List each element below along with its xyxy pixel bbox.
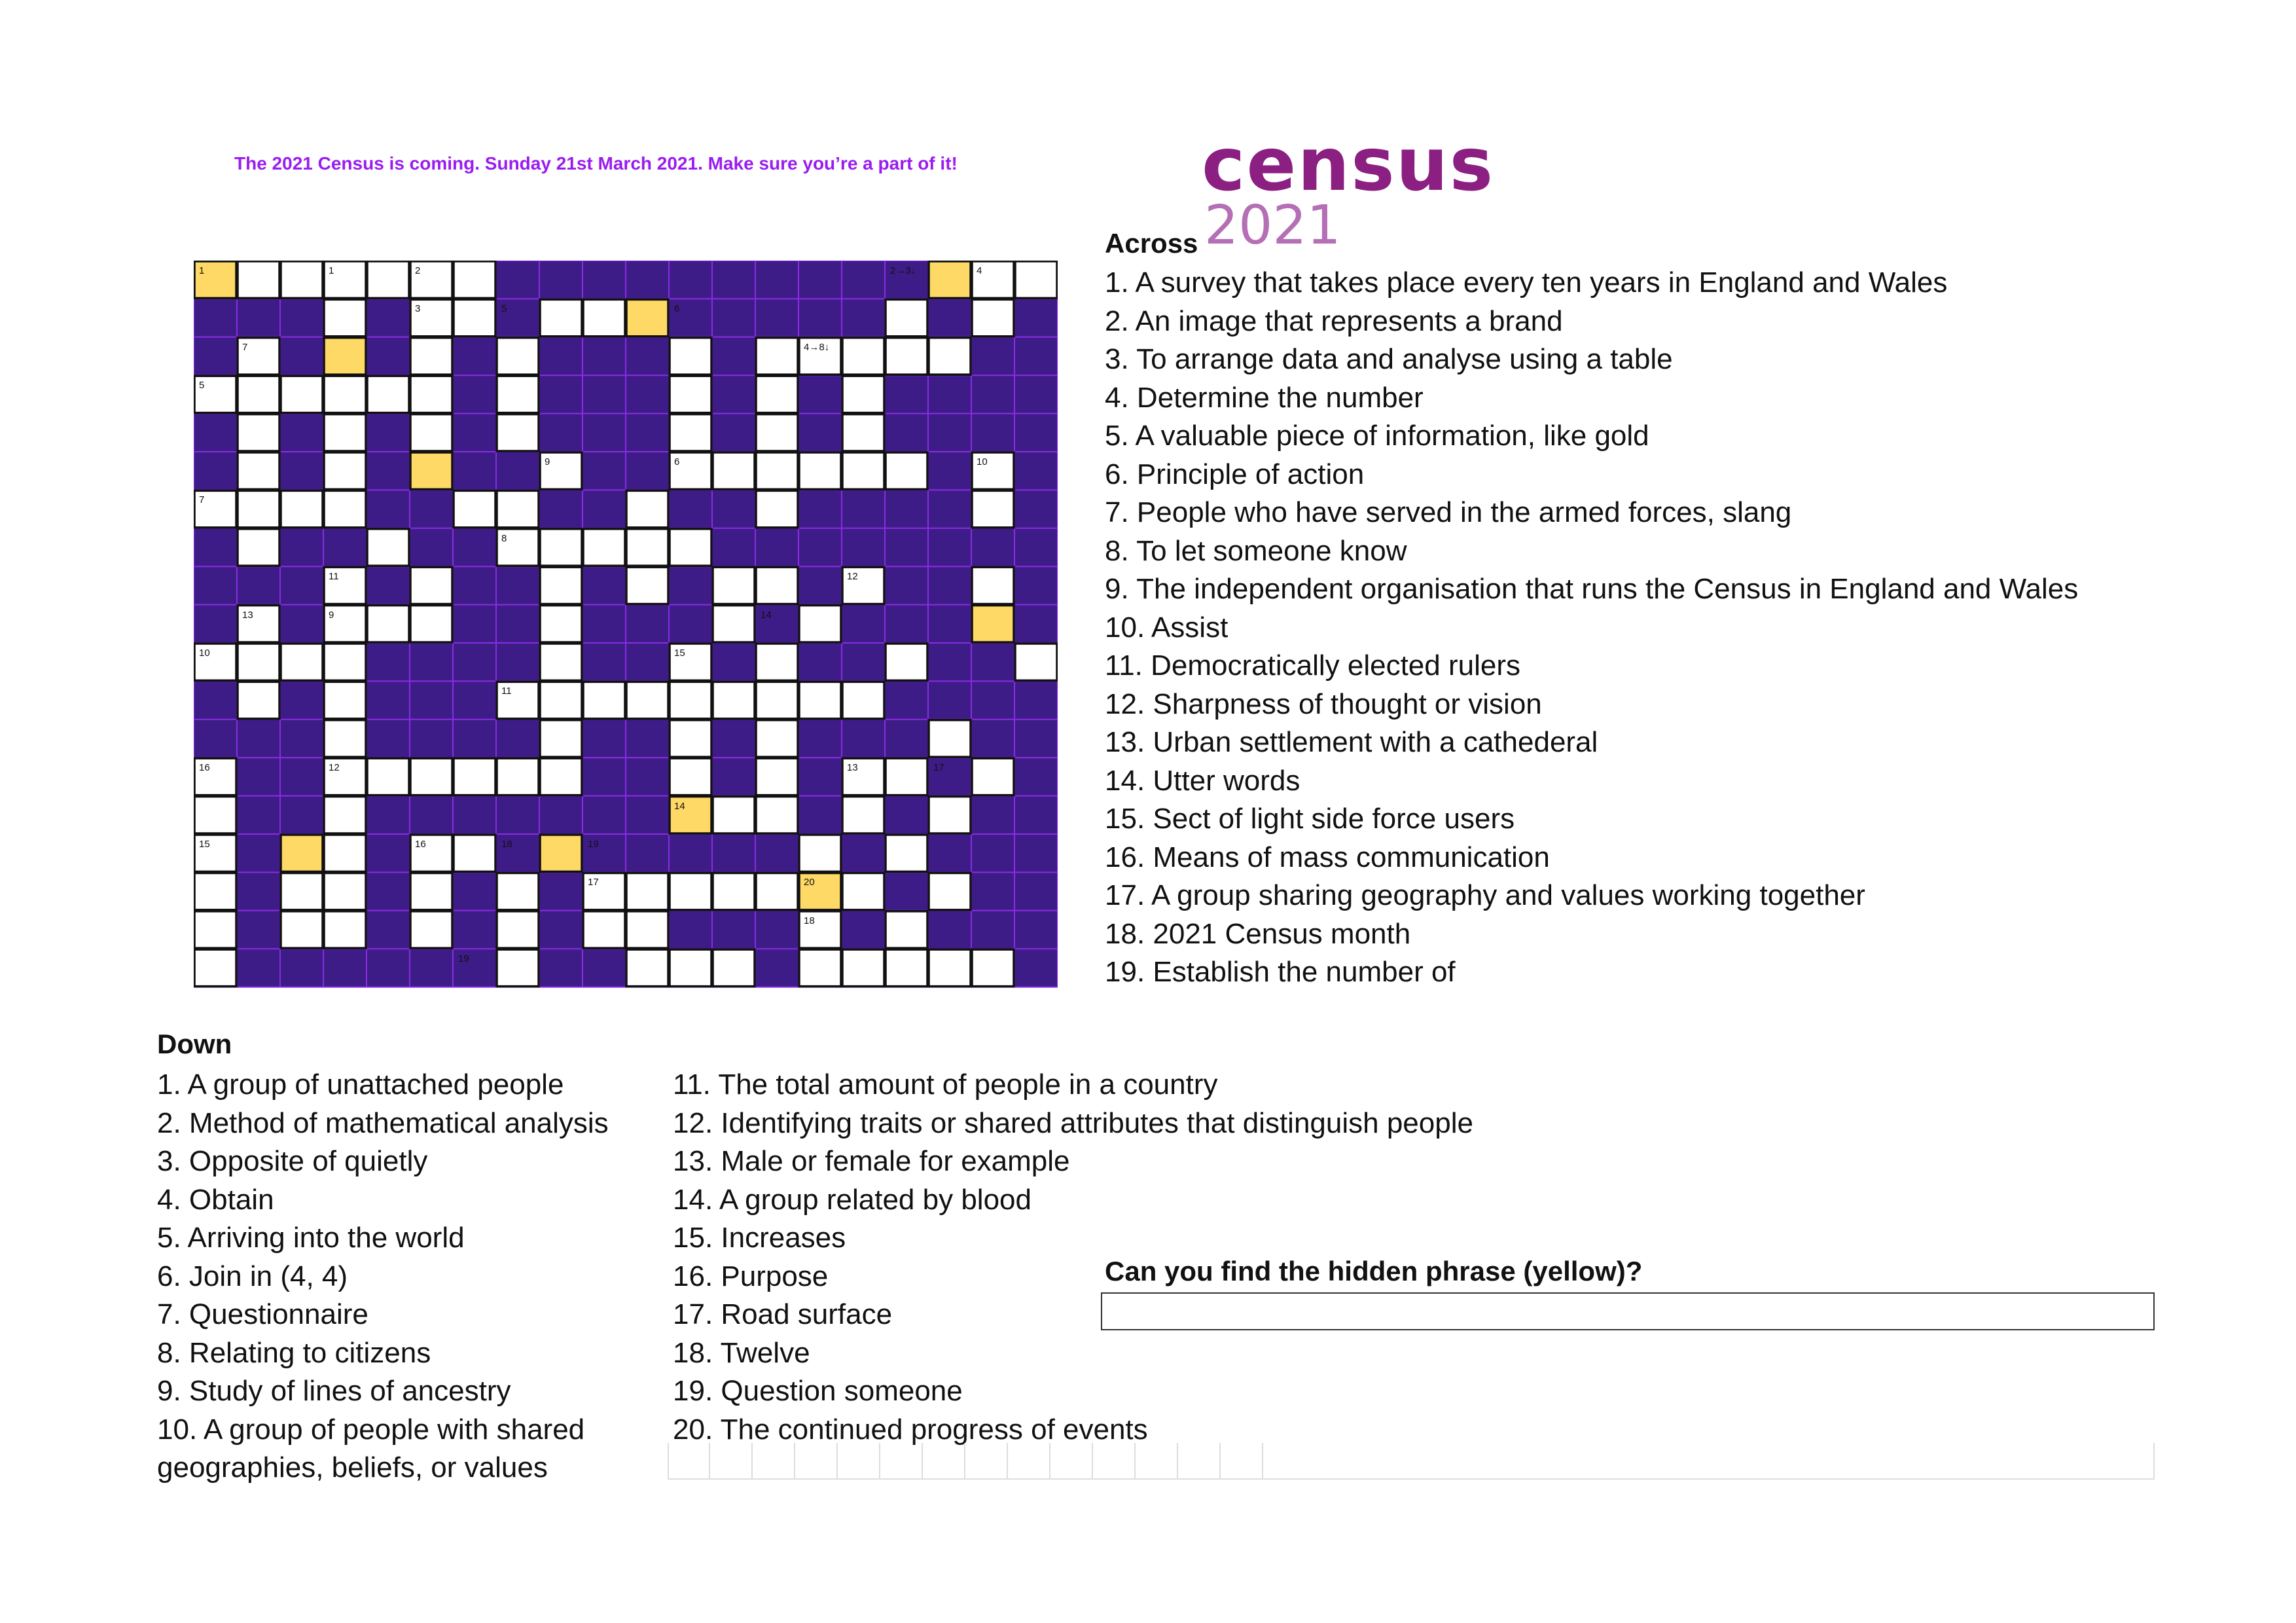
answer-cell[interactable] [410,873,452,909]
answer-cell[interactable] [756,797,798,833]
across-clue: 19. Establish the number of [1105,956,1456,988]
answer-cell[interactable] [756,338,798,374]
letter-boxes-row [668,1443,2155,1480]
answer-cell[interactable] [540,567,582,604]
answer-cell[interactable] [497,873,539,909]
across-clue-list [1105,264,2078,992]
down-clue: 12. Identifying traits or shared attributes that distinguish people [673,1106,1473,1139]
answer-cell[interactable] [454,490,495,527]
answer-cell[interactable] [886,949,927,986]
answer-cell[interactable] [454,261,495,298]
cell-number: 9 [329,609,334,621]
down-clue: 18. Twelve [673,1336,810,1369]
answer-cell[interactable] [929,873,971,909]
answer-cell[interactable] [454,299,495,336]
answer-cell[interactable] [929,720,971,757]
letter-box[interactable] [965,1443,1008,1480]
answer-cell[interactable] [886,758,927,795]
answer-cell[interactable] [497,338,539,374]
answer-cell[interactable] [324,873,366,909]
crossword-grid [194,261,1058,1024]
answer-cell[interactable] [540,758,582,795]
down-clue-list-left [157,1066,655,1487]
answer-cell[interactable] [756,567,798,604]
answer-cell[interactable] [367,606,409,642]
cell-number: 19 [588,839,599,850]
hidden-letter-cell[interactable] [540,835,582,871]
answer-cell[interactable] [238,682,279,718]
cell-number: 13 [242,609,253,621]
answer-cell[interactable] [842,873,884,909]
answer-cell[interactable] [756,452,798,489]
cell-number: 2→3↓ [890,265,916,276]
answer-cell[interactable] [756,376,798,412]
letter-box[interactable] [1136,1443,1178,1480]
hidden-phrase-answer-box[interactable] [1101,1292,2155,1330]
across-clue: 5. A valuable piece of information, like gold [1105,420,1649,452]
answer-cell[interactable] [410,911,452,948]
cell-number: 17 [933,762,944,774]
down-heading: Down [157,1029,232,1059]
down-clue: 4. Obtain [157,1183,274,1216]
across-clue: 9. The independent organisation that runs the Census in England and Wales [1105,573,2079,605]
answer-cell[interactable] [281,911,323,948]
answer-cell[interactable] [799,682,841,718]
answer-cell[interactable] [454,835,495,871]
answer-cell[interactable] [842,376,884,412]
answer-cell[interactable] [670,529,711,566]
cell-number: 14 [674,800,685,812]
answer-cell[interactable] [842,452,884,489]
cell-number: 11 [501,685,512,697]
answer-cell[interactable] [626,949,668,986]
down-clue: 7. Questionnaire [157,1298,368,1330]
answer-cell[interactable] [410,567,452,604]
hidden-phrase-heading: Can you find the hidden phrase (yellow)? [1105,1256,1643,1286]
down-clue: 15. Increases [673,1222,846,1254]
answer-cell[interactable] [756,758,798,795]
hidden-letter-cell[interactable] [324,338,366,374]
down-clue: 9. Study of lines of ancestry [157,1375,511,1407]
cell-number: 15 [199,839,210,850]
answer-cell[interactable] [972,949,1014,986]
across-clue: 6. Principle of action [1105,458,1365,490]
answer-cell[interactable] [367,376,409,412]
answer-cell[interactable] [886,911,927,948]
answer-cell[interactable] [756,720,798,757]
cell-number: 12 [847,571,858,583]
answer-cell[interactable] [670,682,711,718]
answer-cell[interactable] [670,949,711,986]
cell-number: 19 [458,953,469,965]
across-clue: 18. 2021 Census month [1105,917,1411,950]
cell-number: 3 [415,303,421,315]
logo-year: 2021 [1204,194,1341,257]
cell-number: 4 [977,265,982,276]
letter-box[interactable] [1008,1443,1050,1480]
answer-cell[interactable] [713,873,755,909]
across-clue: 16. Means of mass communication [1105,841,1550,873]
answer-cell[interactable] [281,376,323,412]
answer-cell[interactable] [497,949,539,986]
letter-box[interactable] [795,1443,838,1480]
letter-box[interactable] [1178,1443,1221,1480]
across-clue: 7. People who have served in the armed forces, slang [1105,496,1792,528]
cell-number: 7 [242,341,248,353]
hidden-letter-cell[interactable] [281,835,323,871]
answer-cell[interactable] [1015,261,1057,298]
down-clue: 1. A group of unattached people [157,1068,564,1101]
answer-cell[interactable] [324,376,366,412]
cell-number: 10 [977,456,988,467]
cell-number: 16 [415,839,426,850]
answer-cell[interactable] [972,567,1014,604]
answer-cell[interactable] [756,490,798,527]
answer-cell[interactable] [324,835,366,871]
answer-cell[interactable] [281,644,323,680]
answer-cell[interactable] [713,452,755,489]
answer-cell[interactable] [497,758,539,795]
answer-cell[interactable] [670,376,711,412]
answer-cell[interactable] [410,338,452,374]
answer-cell[interactable] [281,490,323,527]
cell-number: 12 [329,762,340,774]
across-clue: 1. A survey that takes place every ten years in England and Wales [1105,266,1948,299]
letter-box[interactable] [1050,1443,1093,1480]
answer-cell[interactable] [799,452,841,489]
answer-cell[interactable] [929,338,971,374]
letter-box[interactable] [1221,1443,1263,1480]
cell-number: 18 [804,915,815,926]
answer-cell[interactable] [324,644,366,680]
cell-number: 18 [501,839,512,850]
answer-cell[interactable] [670,720,711,757]
answer-cell[interactable] [324,490,366,527]
answer-cell[interactable] [886,644,927,680]
hidden-letter-cell[interactable] [410,452,452,489]
answer-cell[interactable] [367,261,409,298]
answer-cell[interactable] [583,299,625,336]
answer-cell[interactable] [799,606,841,642]
cell-number: 1 [329,265,334,276]
answer-cell[interactable] [842,797,884,833]
across-clue: 14. Utter words [1105,764,1300,797]
answer-cell[interactable] [842,949,884,986]
answer-cell[interactable] [540,529,582,566]
answer-cell[interactable] [410,606,452,642]
crossword-grid-svg [194,261,1058,1024]
census-2021-logo [1202,122,1495,257]
cell-number: 8 [501,532,507,544]
census-tagline: The 2021 Census is coming. Sunday 21st March 2021. Make sure you’re a part of it! [234,153,958,173]
answer-cell[interactable] [410,414,452,451]
cell-number: 14 [761,609,772,621]
answer-cell[interactable] [972,490,1014,527]
across-clue: 3. To arrange data and analyse using a table [1105,343,1673,375]
answer-cell[interactable] [194,911,236,948]
answer-cell[interactable] [324,797,366,833]
down-clue: 16. Purpose [673,1260,829,1292]
answer-cell[interactable] [281,873,323,909]
answer-cell[interactable] [367,529,409,566]
answer-cell[interactable] [540,606,582,642]
answer-cell[interactable] [670,338,711,374]
answer-cell[interactable] [324,299,366,336]
down-clue: 13. Male or female for example [673,1145,1070,1177]
answer-cell[interactable] [886,835,927,871]
letter-box[interactable] [668,1443,710,1480]
answer-cell[interactable] [540,720,582,757]
across-clue: 12. Sharpness of thought or vision [1105,687,1542,720]
across-clue: 11. Democratically elected rulers [1105,649,1520,682]
answer-cell[interactable] [626,911,668,948]
across-clue: 10. Assist [1105,611,1229,644]
cell-number: 10 [199,647,210,659]
answer-cell[interactable] [756,873,798,909]
answer-cell[interactable] [799,835,841,871]
answer-cell[interactable] [626,567,668,604]
answer-cell[interactable] [842,338,884,374]
down-clue: 5. Arriving into the world [157,1222,465,1254]
answer-cell[interactable] [540,682,582,718]
logo-word: census [1202,122,1495,208]
answer-cell[interactable] [194,873,236,909]
cell-number: 13 [847,762,858,774]
cell-number: 5 [199,380,205,392]
answer-cell[interactable] [281,261,323,298]
cell-number: 5 [501,303,507,315]
answer-cell[interactable] [238,261,279,298]
letter-box-tail [1263,1443,2155,1480]
down-clue: 3. Opposite of quietly [157,1145,428,1177]
answer-cell[interactable] [194,949,236,986]
down-clue: 17. Road surface [673,1298,893,1330]
answer-cell[interactable] [756,644,798,680]
answer-cell[interactable] [886,338,927,374]
answer-cell[interactable] [626,873,668,909]
answer-cell[interactable] [324,414,366,451]
across-clue: 4. Determine the number [1105,381,1424,414]
down-clue: 14. A group related by blood [673,1183,1031,1216]
across-clue: 13. Urban settlement with a cathederal [1105,726,1598,758]
answer-cell[interactable] [238,490,279,527]
cell-number: 11 [329,571,339,583]
answer-cell[interactable] [842,414,884,451]
cell-number: 16 [199,762,210,774]
letter-box[interactable] [838,1443,880,1480]
answer-cell[interactable] [626,682,668,718]
letter-box[interactable] [880,1443,923,1480]
answer-cell[interactable] [238,452,279,489]
cell-number: 17 [588,877,599,888]
across-heading: Across [1105,228,1198,259]
down-clue: 11. The total amount of people in a country [673,1068,1218,1101]
answer-cell[interactable] [410,758,452,795]
cell-number: 4→8↓ [804,341,830,353]
answer-cell[interactable] [324,911,366,948]
answer-cell[interactable] [713,797,755,833]
answer-cell[interactable] [842,682,884,718]
answer-cell[interactable] [238,644,279,680]
answer-cell[interactable] [410,376,452,412]
answer-cell[interactable] [756,414,798,451]
answer-cell[interactable] [713,606,755,642]
hidden-letter-cell[interactable] [929,261,971,298]
answer-cell[interactable] [583,529,625,566]
answer-cell[interactable] [713,949,755,986]
answer-cell[interactable] [454,758,495,795]
cell-number: 9 [545,456,550,467]
answer-cell[interactable] [583,911,625,948]
letter-box[interactable] [923,1443,965,1480]
answer-cell[interactable] [324,720,366,757]
letter-box[interactable] [710,1443,753,1480]
answer-cell[interactable] [324,682,366,718]
answer-cell[interactable] [972,299,1014,336]
across-clue: 8. To let someone know [1105,534,1407,567]
answer-cell[interactable] [670,873,711,909]
answer-cell[interactable] [670,414,711,451]
down-clue: 6. Join in (4, 4) [157,1260,348,1292]
down-clue: 19. Question someone [673,1375,963,1407]
down-clue: 20. The continued progress of events [673,1413,1148,1446]
cell-number: 2 [415,265,421,276]
answer-cell[interactable] [756,682,798,718]
answer-cell[interactable] [497,490,539,527]
answer-cell[interactable] [886,299,927,336]
answer-cell[interactable] [583,682,625,718]
answer-cell[interactable] [540,644,582,680]
answer-cell[interactable] [238,529,279,566]
answer-cell[interactable] [1015,644,1057,680]
answer-cell[interactable] [324,452,366,489]
letter-box[interactable] [1093,1443,1136,1480]
answer-cell[interactable] [497,376,539,412]
answer-cell[interactable] [929,949,971,986]
answer-cell[interactable] [626,490,668,527]
answer-cell[interactable] [540,299,582,336]
hidden-letter-cell[interactable] [972,606,1014,642]
across-clue: 17. A group sharing geography and values working together [1105,879,1865,911]
answer-cell[interactable] [497,414,539,451]
answer-cell[interactable] [929,797,971,833]
across-clue: 2. An image that represents a brand [1105,304,1563,337]
answer-cell[interactable] [626,529,668,566]
answer-cell[interactable] [972,758,1014,795]
across-clue: 15. Sect of light side force users [1105,803,1515,835]
cell-number: 1 [199,265,205,276]
answer-cell[interactable] [713,567,755,604]
answer-cell[interactable] [886,452,927,489]
answer-cell[interactable] [194,797,236,833]
hidden-letter-cell[interactable] [626,299,668,336]
answer-cell[interactable] [670,758,711,795]
cell-number: 15 [674,647,685,659]
answer-cell[interactable] [238,376,279,412]
down-clue: 2. Method of mathematical analysis [157,1106,609,1139]
letter-box[interactable] [753,1443,795,1480]
answer-cell[interactable] [799,949,841,986]
answer-cell[interactable] [713,682,755,718]
cell-number: 20 [804,877,815,888]
answer-cell[interactable] [367,758,409,795]
down-clue: 10. A group of people with shared geographies, beliefs, or values [157,1413,585,1484]
cell-number: 7 [199,494,205,506]
answer-cell[interactable] [238,414,279,451]
cell-number: 6 [674,456,680,467]
down-clue: 8. Relating to citizens [157,1336,431,1369]
cell-number: 6 [674,303,680,315]
answer-cell[interactable] [497,911,539,948]
